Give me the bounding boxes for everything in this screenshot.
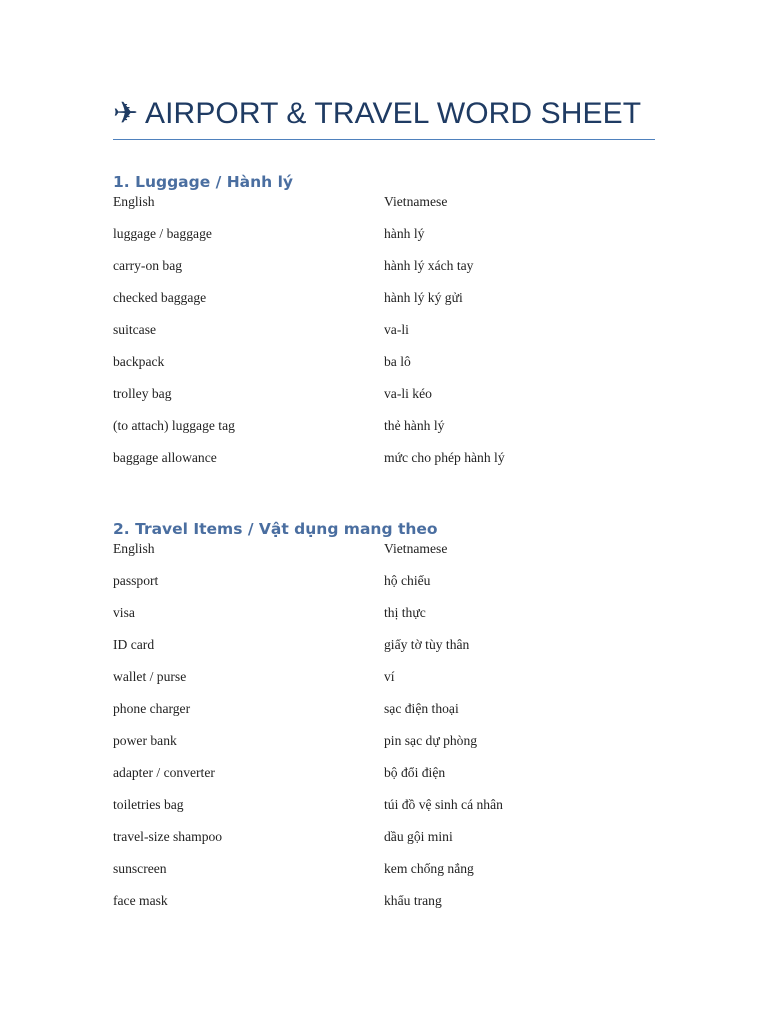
vietnamese-term: thị thực (384, 605, 426, 620)
table-row (113, 354, 655, 386)
vietnamese-term: bộ đổi điện (384, 765, 446, 780)
english-term: toiletries bag (113, 797, 184, 812)
column-header-english: English (113, 194, 155, 209)
english-term: face mask (113, 893, 168, 908)
table-row (113, 733, 655, 765)
vietnamese-term: hộ chiếu (384, 573, 431, 588)
document-title: ✈ AIRPORT & TRAVEL WORD SHEET (113, 97, 642, 130)
vietnamese-term: ba lô (384, 354, 411, 369)
english-term: baggage allowance (113, 450, 217, 465)
english-term: ID card (113, 637, 155, 652)
table-row (113, 893, 655, 925)
vietnamese-term: giấy tờ tùy thân (384, 637, 470, 652)
vietnamese-term: mức cho phép hành lý (384, 450, 505, 465)
column-header-english: English (113, 541, 155, 556)
table-row (113, 605, 655, 637)
vietnamese-term: khẩu trang (384, 893, 442, 908)
vietnamese-term: va-li (384, 322, 409, 337)
vocab-table-luggage (113, 194, 655, 482)
table-row (113, 322, 655, 354)
english-term: travel-size shampoo (113, 829, 223, 844)
table-row (113, 765, 655, 797)
table-row (113, 701, 655, 733)
column-header-vietnamese: Vietnamese (384, 541, 448, 556)
english-term: suitcase (113, 322, 157, 337)
table-row (113, 450, 655, 482)
document-page (113, 92, 655, 925)
vocab-table-travel-items (113, 541, 655, 925)
english-term: visa (113, 605, 135, 620)
english-term: luggage / baggage (113, 226, 212, 241)
english-term: sunscreen (113, 861, 167, 876)
vietnamese-term: sạc điện thoại (384, 701, 459, 716)
table-row (113, 258, 655, 290)
table-row (113, 418, 655, 450)
title-divider (113, 139, 655, 140)
english-term: adapter / converter (113, 765, 215, 780)
english-term: trolley bag (113, 386, 172, 401)
english-term: backpack (113, 354, 165, 369)
table-row (113, 290, 655, 322)
table-row (113, 797, 655, 829)
vietnamese-term: dầu gội mini (384, 829, 453, 844)
vietnamese-term: pin sạc dự phòng (384, 733, 478, 748)
vietnamese-term: thẻ hành lý (384, 418, 445, 433)
english-term: carry-on bag (113, 258, 183, 273)
vietnamese-term: va-li kéo (384, 386, 432, 401)
vietnamese-term: kem chống nắng (384, 861, 474, 876)
vietnamese-term: ví (384, 669, 395, 684)
vietnamese-term: hành lý (384, 226, 425, 241)
table-header-row (113, 541, 655, 573)
section-heading-travel-items: 2. Travel Items / Vật dụng mang theo (113, 520, 438, 538)
table-row (113, 669, 655, 701)
english-term: passport (113, 573, 159, 588)
table-row (113, 637, 655, 669)
table-row (113, 573, 655, 605)
table-row (113, 829, 655, 861)
vietnamese-term: hành lý ký gửi (384, 290, 463, 305)
english-term: power bank (113, 733, 177, 748)
english-term: phone charger (113, 701, 191, 716)
english-term: (to attach) luggage tag (113, 418, 235, 433)
table-header-row (113, 194, 655, 226)
section-heading-luggage: 1. Luggage / Hành lý (113, 173, 294, 191)
english-term: checked baggage (113, 290, 207, 305)
table-row (113, 386, 655, 418)
english-term: wallet / purse (113, 669, 187, 684)
table-row (113, 861, 655, 893)
table-row (113, 226, 655, 258)
column-header-vietnamese: Vietnamese (384, 194, 448, 209)
vietnamese-term: túi đồ vệ sinh cá nhân (384, 797, 503, 812)
vietnamese-term: hành lý xách tay (384, 258, 474, 273)
